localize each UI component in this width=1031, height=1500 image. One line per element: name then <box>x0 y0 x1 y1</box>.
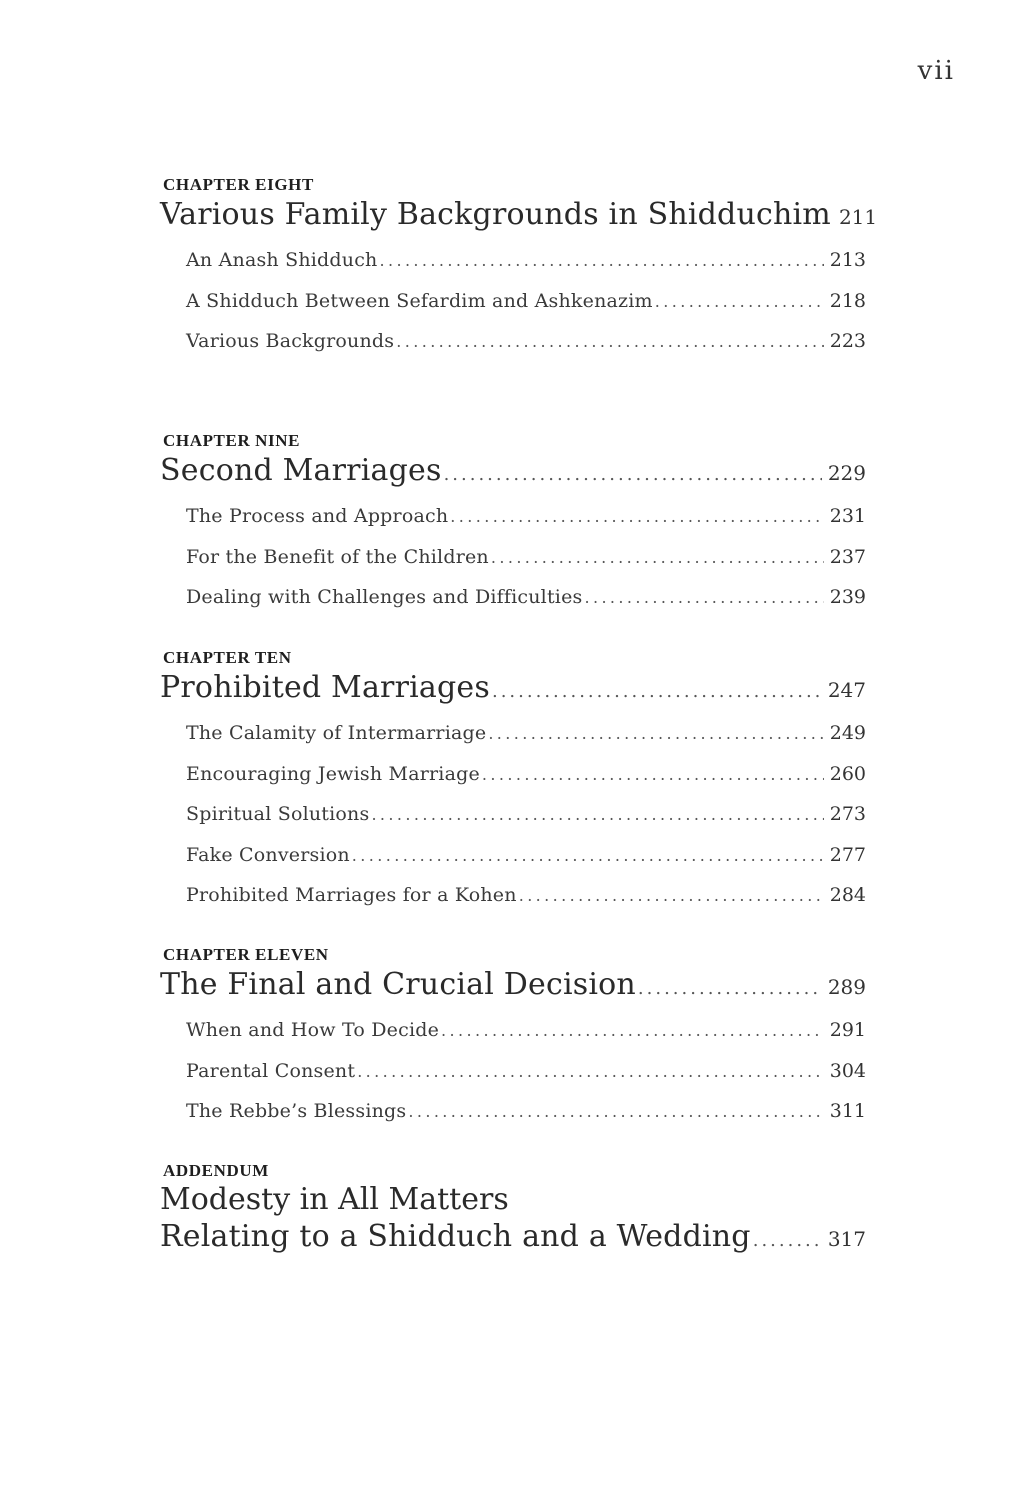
addendum-page-number: 317 <box>827 1227 866 1251</box>
section-page-number: 249 <box>829 722 866 744</box>
section-row[interactable] <box>163 496 866 537</box>
chapter-label: CHAPTER NINE <box>163 431 301 450</box>
addendum <box>160 1160 866 1260</box>
section-title: Prohibited Marriages for a Kohen <box>186 884 517 906</box>
chapter-page-number: 229 <box>827 461 866 485</box>
section-page-number: 291 <box>829 1019 866 1041</box>
chapter-title-row[interactable] <box>160 452 866 494</box>
chapter-title: Prohibited Marriages <box>160 670 490 705</box>
dot-leader <box>638 970 822 1008</box>
dot-leader <box>655 282 824 323</box>
section-page-number: 304 <box>829 1059 866 1082</box>
section-page-number: 311 <box>829 1100 866 1122</box>
section-title: When and How To Decide <box>186 1019 440 1041</box>
section-title: Encouraging Jewish Marriage <box>186 762 480 785</box>
dot-leader <box>396 322 823 363</box>
chapter-label: CHAPTER ELEVEN <box>163 945 329 964</box>
section-page-number: 223 <box>829 330 866 352</box>
dot-leader <box>441 1011 824 1052</box>
section-title: Fake Conversion <box>186 843 350 866</box>
section-row[interactable] <box>163 875 866 916</box>
section-title: The Process and Approach <box>186 505 449 527</box>
addendum-label: ADDENDUM <box>163 1161 269 1180</box>
section-row[interactable] <box>163 537 866 578</box>
section-title: An Anash Shidduch <box>186 249 378 271</box>
section-row[interactable] <box>163 321 866 362</box>
addendum-title-line-1[interactable]: Modesty in All Matters <box>160 1182 509 1217</box>
section-row[interactable] <box>163 1091 866 1132</box>
chapter-label: CHAPTER TEN <box>163 648 292 667</box>
dot-leader <box>584 578 823 619</box>
dot-leader <box>519 876 824 917</box>
chapter-label: CHAPTER EIGHT <box>163 175 314 194</box>
section-list <box>163 713 866 916</box>
chapter-title: The Final and Crucial Decision <box>160 967 636 1002</box>
section-page-number: 231 <box>829 505 866 527</box>
chapter-eight <box>160 174 878 362</box>
section-title: Parental Consent <box>186 1059 356 1082</box>
dot-leader <box>379 241 823 282</box>
dot-leader <box>492 673 822 711</box>
section-page-number: 218 <box>829 289 866 312</box>
section-page-number: 277 <box>829 843 866 866</box>
dot-leader <box>352 836 824 877</box>
chapter-title-row[interactable] <box>160 196 878 238</box>
chapter-title: Various Family Backgrounds in Shidduchim <box>160 197 831 232</box>
section-row[interactable] <box>163 713 866 754</box>
section-row[interactable] <box>163 281 866 322</box>
section-row[interactable] <box>163 1051 866 1092</box>
section-title: The Rebbe’s Blessings <box>186 1100 407 1122</box>
chapter-page-number: 289 <box>827 975 866 999</box>
section-list <box>163 1010 866 1132</box>
chapter-title: Second Marriages <box>160 453 442 488</box>
section-row[interactable] <box>163 794 866 835</box>
page-number: vii <box>917 56 955 86</box>
section-row[interactable] <box>163 1010 866 1051</box>
section-title: Dealing with Challenges and Difficulties <box>186 586 583 608</box>
section-row[interactable] <box>163 577 866 618</box>
section-title: A Shidduch Between Sefardim and Ashkenazim <box>186 289 653 312</box>
section-page-number: 284 <box>829 884 866 906</box>
dot-leader <box>408 1092 823 1133</box>
chapter-title-row[interactable] <box>160 669 866 711</box>
dot-leader <box>357 1052 824 1093</box>
chapter-page-number: 211 <box>838 205 878 229</box>
section-list <box>163 240 866 362</box>
chapter-title-row[interactable] <box>160 966 866 1008</box>
addendum-title-row[interactable] <box>160 1218 866 1260</box>
chapter-eleven <box>160 944 866 1132</box>
section-row[interactable] <box>163 754 866 795</box>
addendum-title-line-2: Relating to a Shidduch and a Wedding <box>160 1219 751 1254</box>
dot-leader <box>488 714 823 755</box>
section-page-number: 213 <box>829 249 866 271</box>
section-title: Spiritual Solutions <box>186 803 370 825</box>
section-row[interactable] <box>163 835 866 876</box>
section-list <box>163 496 866 618</box>
section-title: For the Benefit of the Children <box>186 545 489 568</box>
dot-leader <box>371 795 823 836</box>
dot-leader <box>491 538 824 579</box>
chapter-nine <box>160 430 866 618</box>
dot-leader <box>450 497 823 538</box>
section-row[interactable] <box>163 240 866 281</box>
dot-leader <box>482 755 824 796</box>
dot-leader <box>444 456 822 494</box>
chapter-ten <box>160 647 866 916</box>
section-page-number: 273 <box>829 803 866 825</box>
section-page-number: 237 <box>829 545 866 568</box>
chapter-page-number: 247 <box>827 678 866 702</box>
section-title: Various Backgrounds <box>186 330 395 352</box>
section-page-number: 260 <box>829 762 866 785</box>
section-title: The Calamity of Intermarriage <box>186 722 487 744</box>
section-page-number: 239 <box>829 586 866 608</box>
dot-leader <box>753 1222 822 1260</box>
